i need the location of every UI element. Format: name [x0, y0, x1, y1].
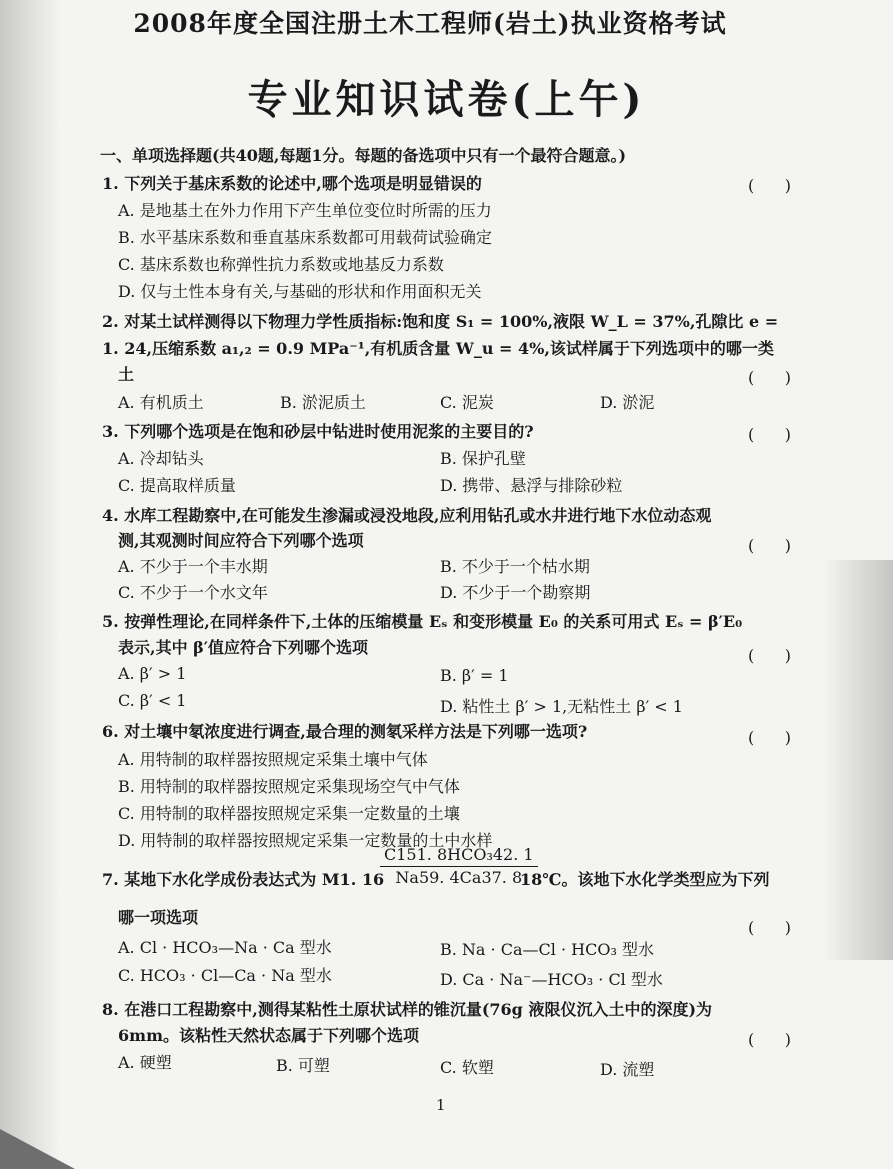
- scan-shadow-left: [0, 0, 60, 1169]
- question-4-answer-paren: ( ): [748, 536, 791, 555]
- question-5-option-b: B. β′ = 1: [440, 666, 509, 685]
- question-2-line-1: 2. 对某土试样测得以下物理力学性质指标:饱和度 S₁ = 100%,液限 W_L = 37%,孔隙比 e =: [102, 312, 779, 331]
- question-4-option-b: B. 不少于一个枯水期: [440, 557, 590, 576]
- question-8-option-d: D. 流塑: [600, 1060, 655, 1079]
- question-2-option-c: C. 泥炭: [440, 393, 494, 412]
- question-8-option-b: B. 可塑: [276, 1056, 330, 1075]
- question-8-option-c: C. 软塑: [440, 1058, 494, 1077]
- question-3-option-a: A. 冷却钻头: [118, 449, 204, 468]
- question-2-line-3: 土: [118, 365, 135, 384]
- question-6-option-d: D. 用特制的取样器按照规定采集一定数量的土中水样: [118, 831, 493, 850]
- page-number: 1: [436, 1096, 446, 1114]
- question-4-line-2: 测,其观测时间应符合下列哪个选项: [118, 531, 364, 550]
- question-8-line-2: 6mm。该粘性天然状态属于下列哪个选项: [118, 1026, 419, 1045]
- question-3-stem: 3. 下列哪个选项是在饱和砂层中钻进时使用泥浆的主要目的?: [102, 422, 534, 441]
- scan-shadow-right: [823, 560, 893, 960]
- exam-header: 2008年度全国注册土木工程师(岩土)执业资格考试: [133, 9, 727, 38]
- question-6-option-b: B. 用特制的取样器按照规定采集现场空气中气体: [118, 777, 460, 796]
- question-7-formula-fraction: [380, 844, 538, 889]
- question-2-option-d: D. 淤泥: [600, 393, 655, 412]
- question-2-option-a: A. 有机质土: [118, 393, 204, 412]
- question-7-line-2: 哪一项选项: [118, 908, 199, 927]
- question-1-answer-paren: ( ): [748, 176, 791, 195]
- question-6-stem: 6. 对土壤中氡浓度进行调查,最合理的测氡采样方法是下列哪一选项?: [102, 722, 588, 741]
- question-4-line-1: 4. 水库工程勘察中,在可能发生渗漏或浸没地段,应利用钻孔或水井进行地下水位动态观: [102, 506, 712, 525]
- question-7-option-b: B. Na · Ca—Cl · HCO₃ 型水: [440, 940, 654, 959]
- question-5-line-1: 5. 按弹性理论,在同样条件下,土体的压缩模量 Eₛ 和变形模量 E₀ 的关系可用式 Eₛ = β′E₀: [102, 612, 743, 631]
- formula-denominator: Na59. 4Ca37. 8: [395, 868, 523, 887]
- scan-corner-fold: [0, 1129, 75, 1169]
- question-6-option-a: A. 用特制的取样器按照规定采集土壤中气体: [118, 750, 428, 769]
- question-5-option-d: D. 粘性土 β′ > 1,无粘性土 β′ < 1: [440, 697, 683, 716]
- question-2-option-b: B. 淤泥质土: [280, 393, 366, 412]
- question-7-answer-paren: ( ): [748, 918, 791, 937]
- question-4-option-d: D. 不少于一个勘察期: [440, 583, 591, 602]
- question-5-answer-paren: ( ): [748, 646, 791, 665]
- question-1-option-b: B. 水平基床系数和垂直基床系数都可用载荷试验确定: [118, 228, 492, 247]
- question-7-option-a: A. Cl · HCO₃—Na · Ca 型水: [118, 938, 332, 957]
- question-2-line-2: 1. 24,压缩系数 a₁,₂ = 0.9 MPa⁻¹,有机质含量 W_u = 4%,该试样属于下列选项中的哪一类: [102, 339, 774, 358]
- question-5-line-2: 表示,其中 β′值应符合下列哪个选项: [118, 638, 368, 657]
- question-2-answer-paren: ( ): [748, 368, 791, 387]
- question-6-option-c: C. 用特制的取样器按照规定采集一定数量的土壤: [118, 804, 460, 823]
- question-7-suffix: 18℃。该地下水化学类型应为下列: [520, 870, 770, 889]
- question-8-line-1: 8. 在港口工程勘察中,测得某粘性土原状试样的锥沉量(76g 液限仪沉入土中的深度)为: [102, 1000, 713, 1019]
- question-5-option-a: A. β′ > 1: [118, 664, 187, 683]
- question-7-option-c: C. HCO₃ · Cl—Ca · Na 型水: [118, 966, 332, 985]
- question-3-answer-paren: ( ): [748, 425, 791, 444]
- question-6-answer-paren: ( ): [748, 728, 791, 747]
- paper-title: 专业知识试卷(上午): [247, 76, 646, 123]
- question-3-option-b: B. 保护孔壁: [440, 449, 526, 468]
- section-heading: 一、单项选择题(共40题,每题1分。每题的备选项中只有一个最符合题意。): [100, 146, 627, 165]
- question-4-option-a: A. 不少于一个丰水期: [118, 557, 268, 576]
- question-8-answer-paren: ( ): [748, 1030, 791, 1049]
- question-4-option-c: C. 不少于一个水文年: [118, 583, 268, 602]
- question-1-option-d: D. 仅与土性本身有关,与基础的形状和作用面积无关: [118, 282, 482, 301]
- formula-numerator: C151. 8HCO₃42. 1: [380, 844, 538, 867]
- question-7-prefix: 7. 某地下水化学成份表达式为 M1. 16: [102, 870, 385, 889]
- question-3-option-c: C. 提高取样质量: [118, 476, 236, 495]
- question-5-option-c: C. β′ < 1: [118, 691, 187, 710]
- question-1-option-c: C. 基床系数也称弹性抗力系数或地基反力系数: [118, 255, 444, 274]
- question-1-stem: 1. 下列关于基床系数的论述中,哪个选项是明显错误的: [102, 174, 482, 193]
- question-3-option-d: D. 携带、悬浮与排除砂粒: [440, 476, 623, 495]
- question-7-option-d: D. Ca · Na⁻—HCO₃ · Cl 型水: [440, 970, 663, 989]
- question-1-option-a: A. 是地基土在外力作用下产生单位变位时所需的压力: [118, 201, 492, 220]
- question-8-option-a: A. 硬塑: [118, 1053, 172, 1072]
